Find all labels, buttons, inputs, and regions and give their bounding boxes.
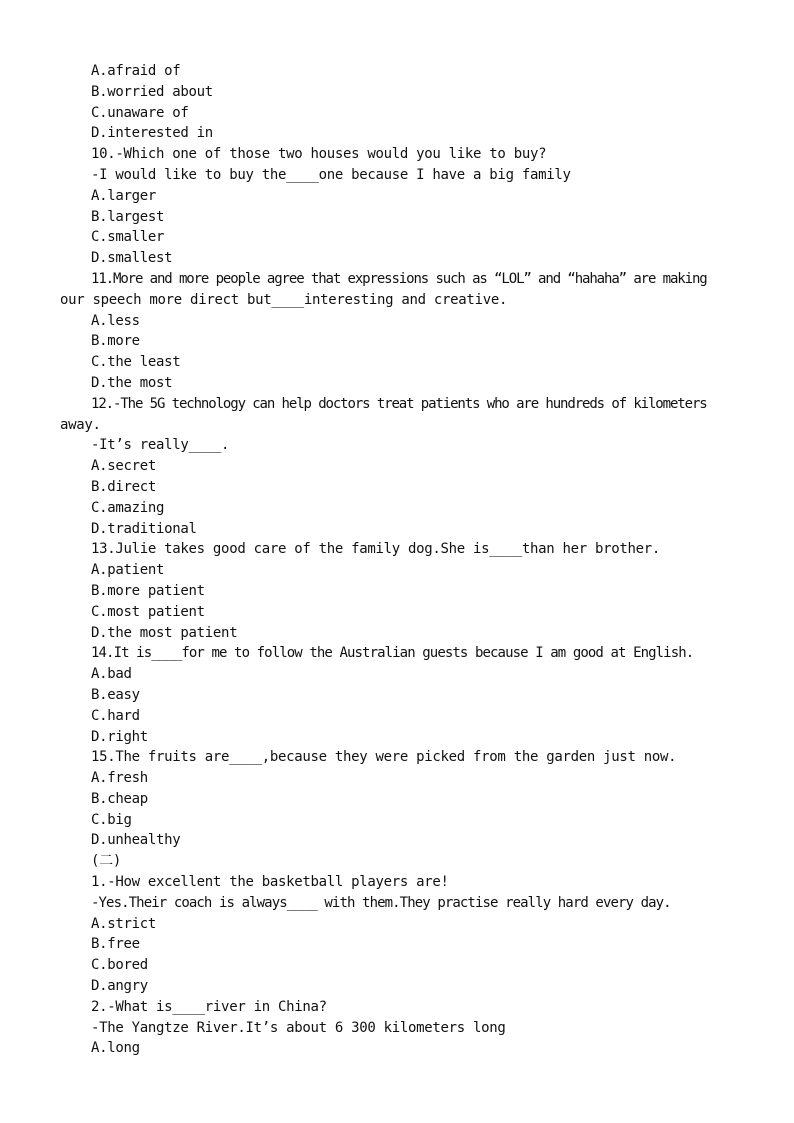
option-line: D.interested in [91, 125, 213, 142]
option-line: B.largest [91, 208, 165, 225]
option-line: C.most patient [91, 603, 205, 620]
option-line: A.long [91, 1040, 140, 1057]
option-line: C.smaller [91, 229, 165, 246]
option-line: B.free [91, 936, 140, 953]
answer-line: -The Yangtze River.It’s about 6 300 kilometers long [91, 1019, 506, 1036]
option-line: A.bad [91, 666, 132, 683]
option-line: A.larger [91, 187, 157, 204]
option-line: A.patient [91, 562, 165, 579]
option-line: A.secret [91, 458, 157, 475]
option-line: D.right [91, 728, 148, 745]
question-continuation-line: our speech more direct but____interesting and creative. [60, 291, 508, 308]
option-line: B.cheap [91, 790, 148, 807]
option-line: A.afraid of [91, 63, 181, 79]
option-line: D.the most [91, 374, 173, 391]
option-line: A.strict [91, 915, 157, 932]
option-line: D.traditional [91, 520, 197, 537]
option-line: A.less [91, 312, 140, 329]
option-line: C.hard [91, 707, 140, 724]
option-line: B.easy [91, 686, 140, 703]
option-line: A.fresh [91, 770, 148, 787]
option-line: C.big [91, 811, 132, 828]
question-line: 2.-What is____river in China? [91, 998, 327, 1015]
option-line: B.more [91, 333, 140, 350]
option-line: C.the least [91, 354, 181, 371]
option-line: B.more patient [91, 582, 205, 599]
question-line: 13.Julie takes good care of the family dog.She is____than her brother. [91, 541, 661, 558]
question-continuation-line: away. [60, 416, 101, 433]
section-heading: (二) [91, 853, 121, 870]
option-line: C.unaware of [91, 104, 189, 121]
option-line: B.direct [91, 478, 157, 495]
option-line: D.angry [91, 978, 148, 995]
answer-line: -Yes.Their coach is always____ with them.They practise really hard every day. [91, 894, 671, 911]
question-line: 15.The fruits are____,because they were picked from the garden just now. [91, 749, 677, 766]
option-line: D.smallest [91, 250, 173, 267]
question-line: 12.-The 5G technology can help doctors treat patients who are hundreds of kilometers [91, 395, 707, 412]
document-body [60, 61, 736, 1059]
option-line: C.bored [91, 957, 148, 974]
option-line: B.worried about [91, 83, 213, 100]
question-line: 10.-Which one of those two houses would you like to buy? [91, 146, 547, 163]
question-line: 1.-How excellent the basketball players are! [91, 874, 449, 891]
option-line: D.the most patient [91, 624, 238, 641]
question-line: 11.More and more people agree that expressions such as “LOL” and “hahaha” are making [91, 270, 707, 287]
answer-line: -I would like to buy the____one because I have a big family [91, 166, 571, 183]
option-line: D.unhealthy [91, 832, 181, 849]
question-line: 14.It is____for me to follow the Australian guests because I am good at English. [91, 645, 694, 662]
answer-line: -It’s really____. [91, 437, 230, 454]
option-line: C.amazing [91, 499, 165, 516]
